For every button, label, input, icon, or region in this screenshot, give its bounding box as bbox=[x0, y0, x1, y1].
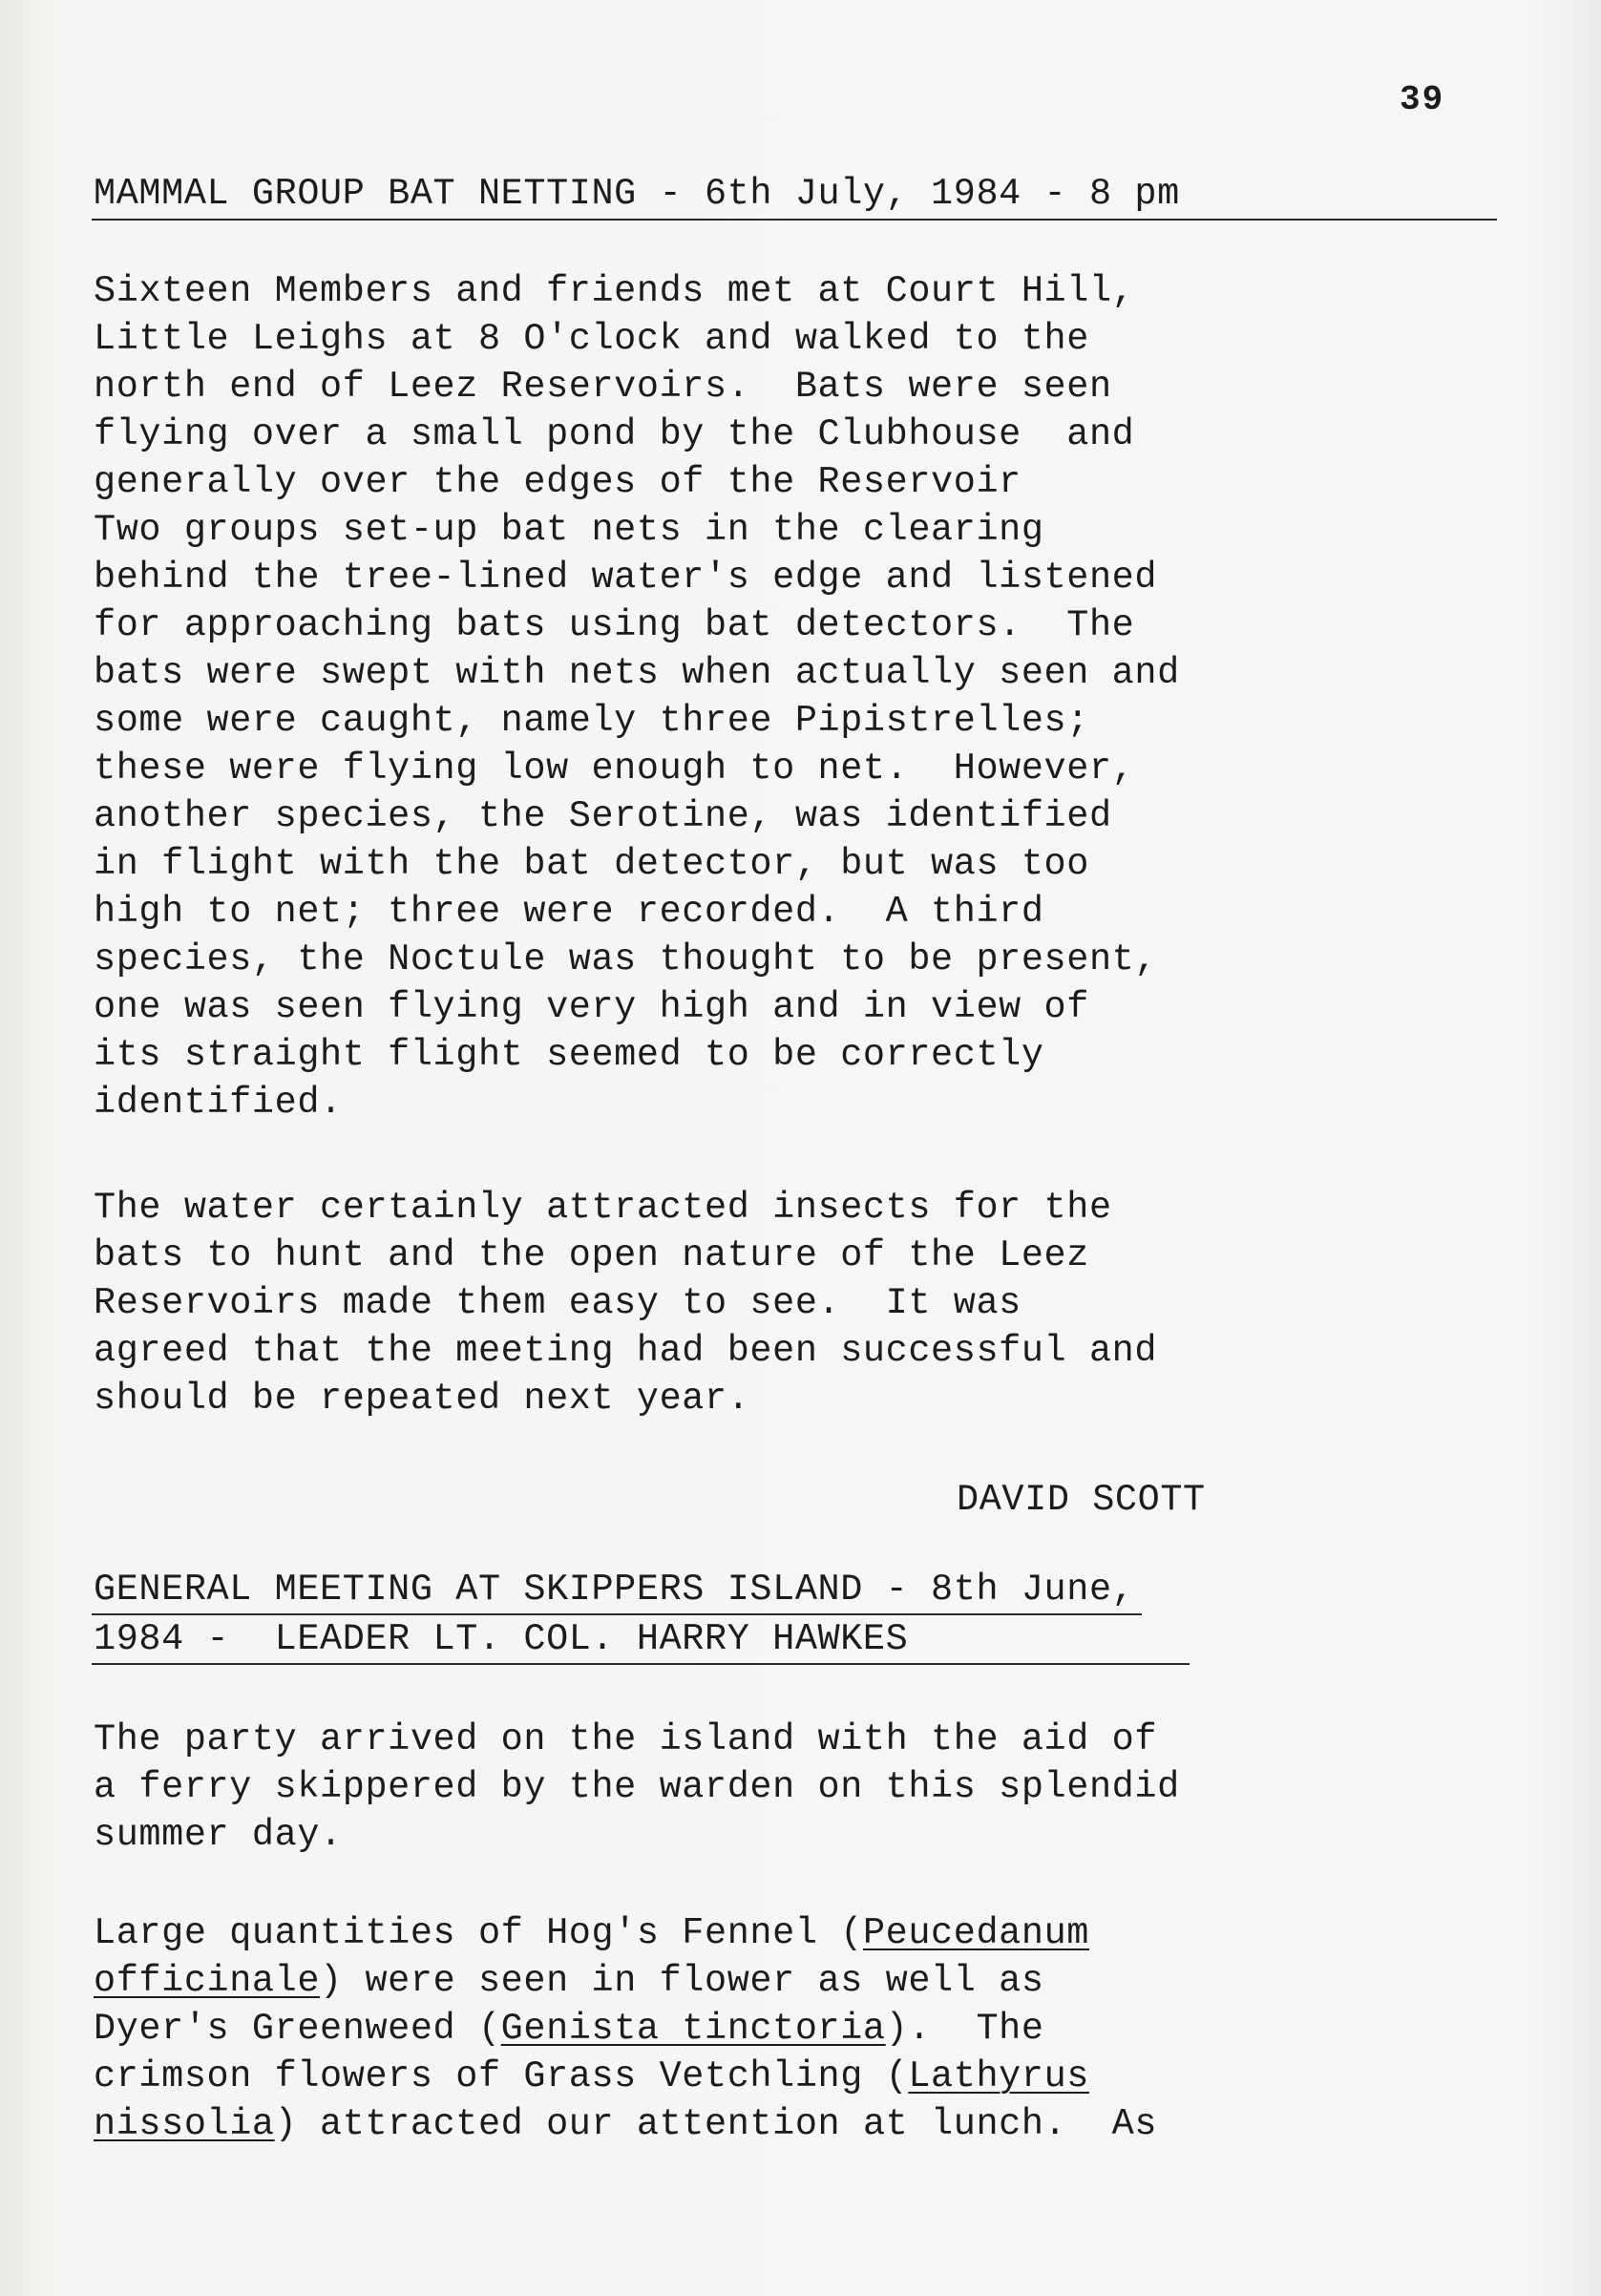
latin-name: Lathyrus bbox=[908, 2055, 1089, 2097]
heading-underline bbox=[92, 219, 1497, 221]
text-line: for approaching bats using bat detectors. The bbox=[94, 604, 1135, 646]
text-line: identified. bbox=[94, 1082, 343, 1124]
text-line bbox=[94, 1957, 1044, 2005]
text-line: these were flying low enough to net. However, bbox=[94, 748, 1135, 790]
latin-name: officinale bbox=[94, 1960, 321, 2002]
text-line: The water certainly attracted insects for the bbox=[94, 1187, 1112, 1229]
text-line: should be repeated next year. bbox=[94, 1378, 750, 1420]
text-run: ) were seen in flower as well as bbox=[320, 1960, 1044, 2002]
text-line: a ferry skippered by the warden on this splendid bbox=[94, 1766, 1180, 1808]
heading-underline bbox=[92, 1663, 1190, 1665]
text-run: Large quantities of Hog's Fennel ( bbox=[94, 1912, 863, 1954]
text-run: Dyer's Greenweed ( bbox=[94, 2008, 501, 2050]
text-line: its straight flight seemed to be correctly bbox=[94, 1034, 1044, 1076]
section-heading-skippers-island: GENERAL MEETING AT SKIPPERS ISLAND - 8th June, bbox=[94, 1569, 1135, 1611]
text-line bbox=[94, 1909, 1089, 1957]
text-line: agreed that the meeting had been successful and bbox=[94, 1330, 1158, 1372]
text-line: one was seen flying very high and in view of bbox=[94, 986, 1089, 1028]
section-heading-skippers-island-line2: 1984 - LEADER LT. COL. HARRY HAWKES bbox=[94, 1618, 909, 1660]
text-line: Little Leighs at 8 O'clock and walked to the bbox=[94, 318, 1089, 360]
author-signature: DAVID SCOTT bbox=[957, 1479, 1206, 1521]
text-run: ) attracted our attention at lunch. As bbox=[274, 2103, 1158, 2145]
text-line: high to net; three were recorded. A third bbox=[94, 891, 1044, 933]
latin-name: nissolia bbox=[94, 2103, 275, 2145]
text-line: species, the Noctule was thought to be present, bbox=[94, 938, 1158, 980]
text-line: bats were swept with nets when actually seen and bbox=[94, 652, 1180, 694]
text-line bbox=[94, 2053, 1089, 2100]
text-line: another species, the Serotine, was identified bbox=[94, 795, 1112, 837]
text-line: The party arrived on the island with the aid of bbox=[94, 1718, 1158, 1760]
text-line: behind the tree-lined water's edge and listened bbox=[94, 557, 1158, 599]
text-line bbox=[94, 2005, 1044, 2053]
text-run: ). The bbox=[885, 2008, 1044, 2050]
text-line: in flight with the bat detector, but was too bbox=[94, 843, 1089, 885]
text-line: generally over the edges of the Reservoir bbox=[94, 461, 1022, 503]
latin-name: Peucedanum bbox=[862, 1912, 1089, 1954]
text-run: crimson flowers of Grass Vetchling ( bbox=[94, 2055, 909, 2097]
text-line: bats to hunt and the open nature of the Leez bbox=[94, 1234, 1089, 1276]
text-line bbox=[94, 2100, 1157, 2148]
section-heading-bat-netting: MAMMAL GROUP BAT NETTING - 6th July, 1984 - 8 pm bbox=[94, 173, 1180, 215]
latin-name: Genista tinctoria bbox=[500, 2008, 886, 2050]
text-line: Two groups set-up bat nets in the clearing bbox=[94, 509, 1044, 551]
text-line: some were caught, namely three Pipistrelles; bbox=[94, 700, 1089, 742]
text-line: flying over a small pond by the Clubhouse and bbox=[94, 413, 1135, 455]
text-line: Reservoirs made them easy to see. It was bbox=[94, 1282, 1022, 1324]
text-line: summer day. bbox=[94, 1814, 343, 1856]
page-number: 39 bbox=[1400, 80, 1445, 119]
text-line: north end of Leez Reservoirs. Bats were seen bbox=[94, 366, 1112, 408]
text-line: Sixteen Members and friends met at Court Hill, bbox=[94, 270, 1135, 312]
